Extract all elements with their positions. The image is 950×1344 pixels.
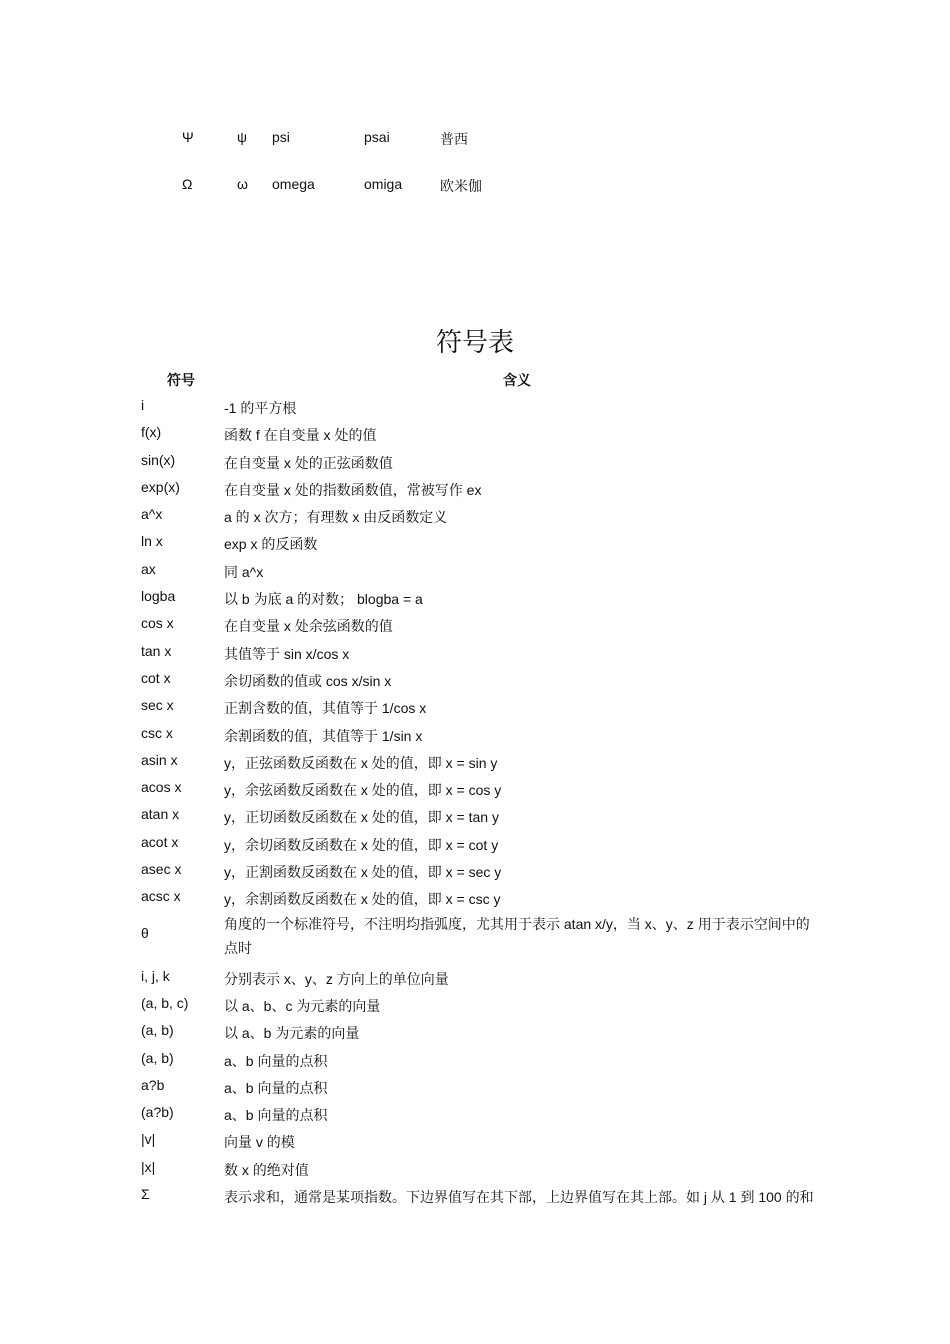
row-meaning: 余切函数的值或 cos x/sin x	[224, 672, 392, 689]
row-meaning: 函数 f 在自变量 x 处的值	[224, 427, 377, 444]
table-row	[0, 964, 950, 991]
table-row	[0, 830, 950, 857]
table-row	[0, 502, 950, 529]
table-row	[0, 666, 950, 693]
row-symbol: (a?b)	[141, 1104, 174, 1121]
row-meaning: 在自变量 x 处余弦函数的值	[224, 618, 393, 635]
row-symbol: acos x	[141, 779, 182, 796]
greek-name: omega	[272, 176, 315, 192]
row-symbol: asin x	[141, 751, 178, 768]
row-symbol: f(x)	[141, 424, 162, 441]
row-symbol: (a, b)	[141, 1049, 174, 1066]
table-row	[0, 1018, 950, 1045]
row-meaning: exp x 的反函数	[224, 536, 318, 553]
row-meaning: 向量 v 的模	[224, 1134, 295, 1151]
table-row	[0, 448, 950, 475]
row-symbol: csc x	[141, 724, 173, 741]
table-row	[0, 475, 950, 502]
row-meaning: 以 b 为底 a 的对数； blogba = a	[224, 591, 423, 608]
greek-name: psi	[272, 129, 290, 145]
table-row	[0, 912, 950, 964]
table-row	[0, 420, 950, 447]
header-meaning: 含义	[503, 372, 531, 388]
row-symbol: θ	[141, 924, 149, 941]
row-symbol: cot x	[141, 669, 171, 686]
table-row	[0, 1100, 950, 1127]
row-symbol: (a, b, c)	[141, 994, 189, 1011]
row-meaning: 表示求和，通常是某项指数。下边界值写在其下部，上边界值写在其上部。如 j 从 1 到 100 的和	[224, 1189, 814, 1206]
symbol-table	[0, 393, 950, 1209]
row-symbol: (a, b)	[141, 1022, 174, 1039]
table-row	[0, 1182, 950, 1209]
row-meaning: 在自变量 x 处的正弦函数值	[224, 454, 393, 471]
row-meaning: 同 a^x	[224, 563, 264, 580]
row-meaning: y，正弦函数反函数在 x 处的值，即 x = sin y	[224, 754, 498, 771]
row-meaning: 角度的一个标准符号，不注明均指弧度，尤其用于表示 atan x/y，当 x、y、z 用于表示空间中的点时	[224, 915, 810, 956]
row-meaning: a、b 向量的点积	[224, 1052, 328, 1069]
table-row	[0, 639, 950, 666]
table-row	[0, 802, 950, 829]
row-symbol: logba	[141, 588, 176, 605]
table-row	[0, 1073, 950, 1100]
row-symbol: a^x	[141, 506, 163, 523]
row-symbol: Σ	[141, 1186, 150, 1203]
row-meaning: y，正切函数反函数在 x 处的值，即 x = tan y	[224, 809, 499, 826]
greek-pronunciation: psai	[364, 129, 390, 145]
row-meaning: y，余弦函数反函数在 x 处的值，即 x = cos y	[224, 782, 502, 799]
table-row	[0, 748, 950, 775]
row-meaning: 以 a、b 为元素的向量	[224, 1025, 360, 1042]
row-symbol: a?b	[141, 1076, 165, 1093]
row-symbol: sec x	[141, 697, 174, 714]
row-symbol: asec x	[141, 861, 182, 878]
row-meaning: a 的 x 次方；有理数 x 由反函数定义	[224, 509, 448, 526]
greek-lower: ω	[237, 176, 248, 192]
row-meaning: y，余割函数反函数在 x 处的值，即 x = csc y	[224, 891, 501, 908]
table-row	[0, 721, 950, 748]
table-row	[0, 693, 950, 720]
row-meaning: y，正割函数反函数在 x 处的值，即 x = sec y	[224, 864, 502, 881]
row-meaning: 分别表示 x、y、z 方向上的单位向量	[224, 970, 449, 987]
row-symbol: acsc x	[141, 888, 181, 905]
row-symbol: atan x	[141, 806, 180, 823]
header-symbol: 符号	[167, 372, 195, 388]
row-symbol: tan x	[141, 642, 172, 659]
row-meaning: y，余切函数反函数在 x 处的值，即 x = cot y	[224, 836, 499, 853]
table-row	[0, 857, 950, 884]
row-meaning: a、b 向量的点积	[224, 1079, 328, 1096]
row-symbol: cos x	[141, 615, 174, 632]
row-symbol: acot x	[141, 833, 179, 850]
row-meaning: a、b 向量的点积	[224, 1107, 328, 1124]
row-symbol: sin(x)	[141, 451, 176, 468]
table-row	[0, 584, 950, 611]
row-meaning: 在自变量 x 处的指数函数值，常被写作 ex	[224, 481, 482, 498]
table-row	[0, 1046, 950, 1073]
row-meaning: 正割含数的值，其值等于 1/cos x	[224, 700, 427, 717]
row-symbol: i	[141, 397, 145, 413]
row-meaning: 其值等于 sin x/cos x	[224, 645, 350, 662]
greek-lower: ψ	[237, 129, 247, 145]
row-symbol: i, j, k	[141, 967, 170, 984]
row-symbol: |x|	[141, 1158, 156, 1175]
table-row	[0, 884, 950, 911]
row-meaning: 余割函数的值，其值等于 1/sin x	[224, 727, 423, 744]
greek-chinese: 普西	[440, 132, 468, 148]
table-row	[0, 1155, 950, 1182]
row-symbol: exp(x)	[141, 478, 180, 495]
greek-pronunciation: omiga	[364, 176, 403, 192]
table-row	[0, 557, 950, 584]
page-title: 符号表	[435, 328, 514, 358]
row-meaning: 数 x 的绝对值	[224, 1161, 309, 1178]
row-meaning: 以 a、b、c 为元素的向量	[224, 997, 381, 1014]
table-row	[0, 393, 950, 420]
row-meaning: -1 的平方根	[224, 400, 297, 416]
row-symbol: |v|	[141, 1131, 156, 1148]
table-row	[0, 775, 950, 802]
table-row	[0, 1127, 950, 1154]
greek-chinese: 欧米伽	[440, 179, 482, 195]
greek-upper: Ω	[182, 176, 193, 192]
table-row	[0, 611, 950, 638]
table-row	[0, 991, 950, 1018]
row-symbol: ax	[141, 560, 156, 577]
greek-upper: Ψ	[182, 129, 194, 145]
table-row	[0, 529, 950, 556]
row-symbol: ln x	[141, 533, 163, 550]
